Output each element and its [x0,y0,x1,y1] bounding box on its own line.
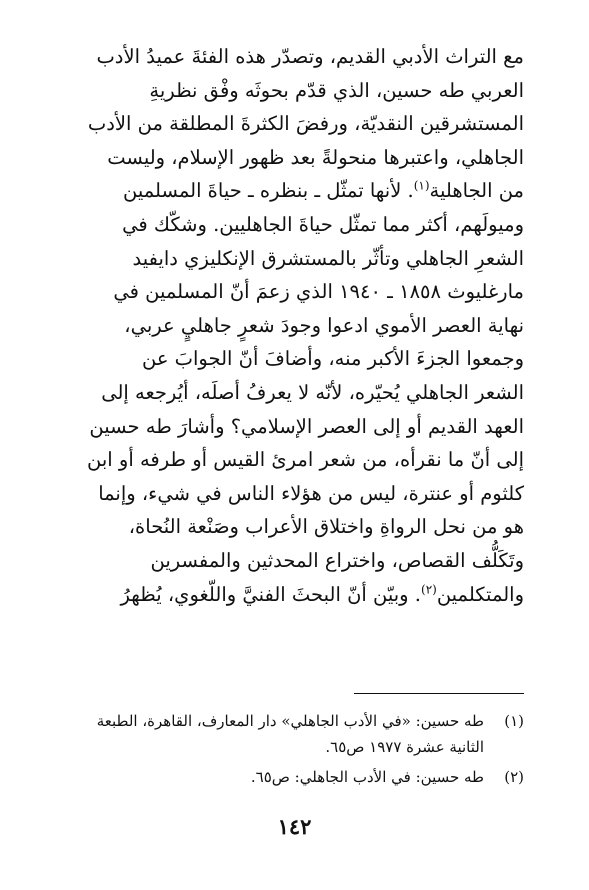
footnotes [68,708,524,794]
text-line: الشعر الجاهلي يُحيّره، لأنّه لا يعرفُ أصلَه، أيُرجعه إلى [101,380,524,404]
text-line: العهد القديم أو إلى العصر الإسلامي؟ وأشارَ طه حسين [89,414,524,438]
book-page [68,40,524,786]
text-line: وتَكَلُّف القصاص، واختراع المحدثين والمفسرين [150,548,524,572]
footnote-number: (١) [504,712,524,730]
text-line: هو من نحل الرواةِ واختلاق الأعراب وصَنْعة النُحاة، [128,515,524,539]
text-line: كلثوم أو عنترة، ليس من هؤلاء الناس في شيء، وإنما [98,481,524,505]
footnote-text: طه حسين: «في الأدب الجاهلي» دار المعارف، القاهرة، الطبعة الثانية عشرة ١٩٧٧ ص٦٥. [96,712,484,756]
text-line: نهاية العصر الأموي ادعوا وجودَ شعرٍ جاهليٍ عربي، [124,313,524,337]
page-number: ١٤٢ [277,814,312,839]
text-fragment: . وبيّن أنّ البحثَ الفنيَّ واللّغوي، يُظهرُ [120,582,421,606]
footnote-ref-2[interactable]: (٢) [421,582,437,596]
text-line: إلى أنّ ما نقرأه، من شعر امرئ القيس أو طرفه أو ابن [87,448,524,472]
text-line: مع التراث الأدبي القديم، وتصدّر هذه الفئةَ عميدُ الأدب [96,45,524,68]
text-line: مارغليوث ١٨٥٨ ـ ١٩٤٠ الذي زعمَ أنّ المسلمين في [113,280,524,304]
footnote-number: (٢) [504,768,524,786]
footnote-1 [68,708,524,760]
text-line: الشعرِ الجاهلي وتأثّر بالمستشرق الإنكليزي دايفيد [132,246,524,270]
footnote-text: طه حسين: في الأدب الجاهلي: ص٦٥. [250,768,484,786]
text-line: العربي طه حسين، الذي قدّم بحوثَه وفْق نظريةِ [149,78,524,102]
text-fragment: . لأنها تمثّل ـ بنظره ـ حياةَ المسلمين [123,179,414,203]
text-line [68,578,524,612]
text-line: المستشرقين النقديّة، ورفضَ الكثرةَ المطلقة من الأدب [87,112,524,136]
text-line: وميولَهم، أكثر مما تمثّل حياةَ الجاهليين. وشكّك في [122,212,524,236]
text-line [68,174,524,208]
text-line: وجمعوا الجزءَ الأكبر منه، وأضافَ أنّ الجوابَ عن [141,347,524,371]
body-text [68,40,524,611]
text-line: الجاهلي، واعتبرها منحولةً بعد ظهور الإسلام، وليست [107,145,524,169]
text-fragment: من الجاهلية [429,179,524,203]
text-fragment: والمتكلمين [436,582,524,606]
footnote-2 [68,764,524,790]
footnote-separator [354,693,524,694]
footnote-ref-1[interactable]: (١) [413,178,430,193]
